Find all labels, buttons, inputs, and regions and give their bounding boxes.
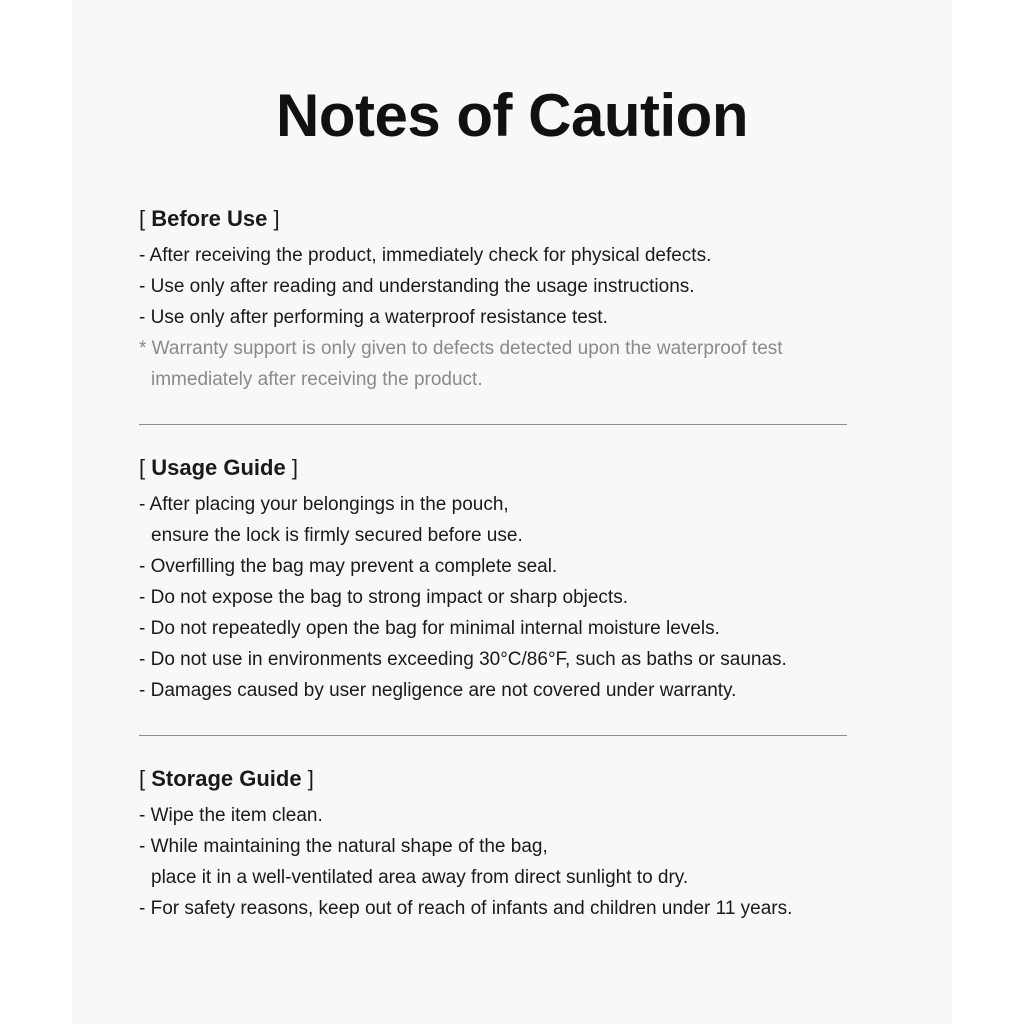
section-divider [139, 424, 847, 425]
list-item: - For safety reasons, keep out of reach of infants and children under 11 years. [139, 898, 793, 919]
section-heading-text: Storage Guide [151, 766, 302, 791]
list-item: - Use only after performing a waterproof resistance test. [139, 307, 608, 328]
list-item: - After placing your belongings in the pouch, [139, 494, 509, 515]
list-item-continued: place it in a well-ventilated area away from direct sunlight to dry. [151, 867, 689, 888]
list-item: - Wipe the item clean. [139, 805, 323, 826]
page-title: Notes of Caution [276, 82, 748, 149]
list-item: - Do not use in environments exceeding 30°C/86°F, such as baths or saunas. [139, 649, 787, 670]
section-storage-guide [139, 764, 847, 924]
section-heading: [ Before Use ] [139, 206, 280, 231]
section-heading: [ Storage Guide ] [139, 766, 314, 791]
list-item: - Use only after reading and understanding the usage instructions. [139, 276, 695, 297]
section-before-use [139, 204, 847, 395]
section-heading-text: Before Use [151, 206, 268, 231]
list-item: - After receiving the product, immediately check for physical defects. [139, 245, 712, 266]
list-item: - Do not expose the bag to strong impact or sharp objects. [139, 587, 628, 608]
caution-page [72, 0, 952, 1024]
list-item: - Do not repeatedly open the bag for minimal internal moisture levels. [139, 618, 720, 639]
warranty-note-continued: immediately after receiving the product. [151, 369, 483, 390]
list-item: - Overfilling the bag may prevent a complete seal. [139, 556, 558, 577]
section-heading-text: Usage Guide [151, 455, 286, 480]
section-heading: [ Usage Guide ] [139, 455, 298, 480]
list-item: - While maintaining the natural shape of the bag, [139, 836, 548, 857]
list-item: - Damages caused by user negligence are not covered under warranty. [139, 680, 737, 701]
section-usage-guide [139, 453, 847, 706]
section-divider [139, 735, 847, 736]
list-item-continued: ensure the lock is firmly secured before use. [151, 525, 523, 546]
warranty-note: * Warranty support is only given to defects detected upon the waterproof test [139, 338, 783, 359]
